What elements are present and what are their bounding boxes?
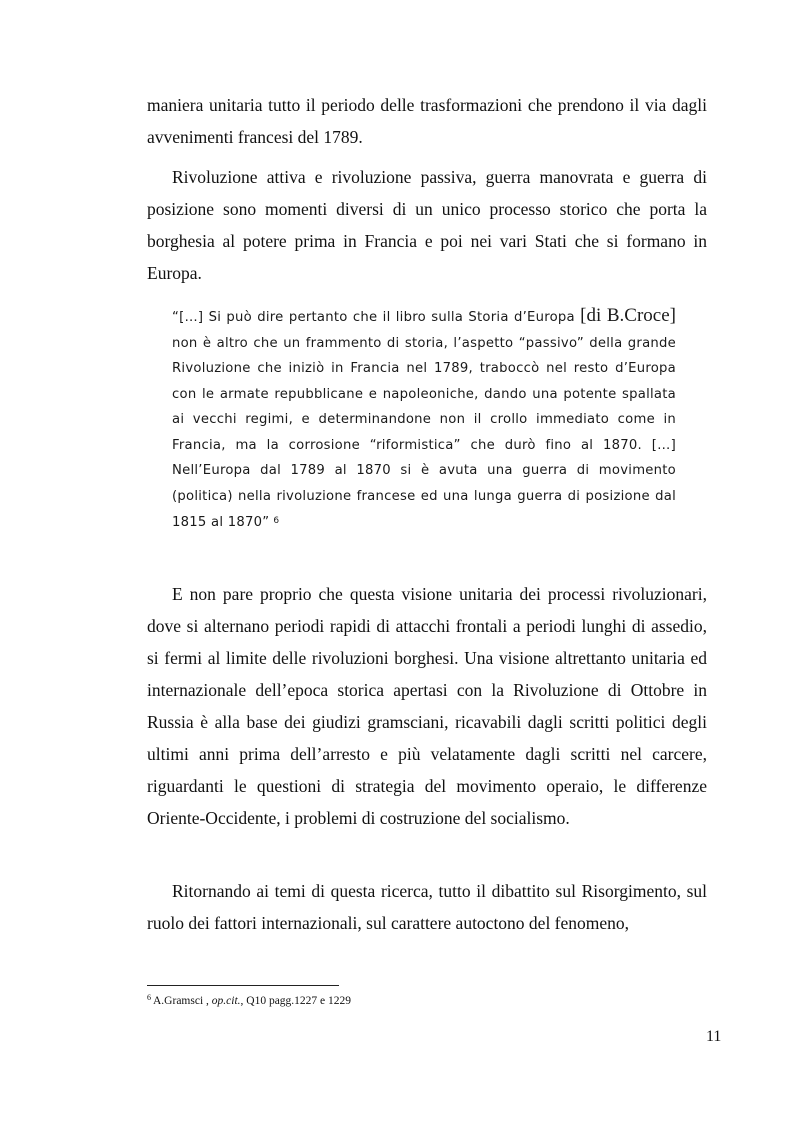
footnote-author: A.Gramsci , <box>153 995 212 1007</box>
paragraph-continued: maniera unitaria tutto il periodo delle trasformazioni che prendono il via dagli avvenimenti francesi del 1789. <box>147 95 707 147</box>
block-quote <box>172 303 676 536</box>
footnote-separator <box>147 985 339 986</box>
footnote-reference: , Q10 pagg.1227 e 1229 <box>240 995 352 1007</box>
footnote-6 <box>147 990 351 1009</box>
page-number: 11 <box>706 1028 722 1045</box>
quote-text-start: “[…] Si può dire pertanto che il libro sulla Storia d’Europa <box>172 310 581 325</box>
paragraph-ritornando: Ritornando ai temi di questa ricerca, tutto il dibattito sul Risorgimento, sul ruolo dei fattori internazionali, sul carattere autoctono del fenomeno, <box>147 881 707 933</box>
footnote-reference-6[interactable]: 6 <box>273 516 280 526</box>
paragraph-visione-unitaria: E non pare proprio che questa visione unitaria dei processi rivoluzionari, dove si alternano periodi rapidi di attacchi frontali a periodi lunghi di assedio, si fermi al limite delle rivoluzioni borghesi. Una visione altrettanto unitaria ed internazionale dell’epoca storica apertasi con la Rivoluzione di Ottobre in Russia è alla base dei giudizi gramsciani, ricavabili dagli scritti politici degli ultimi anni prima dell’arresto e più velatamente dagli scritti nel carcere, riguardanti le questioni di strategia del movimento operaio, le differenze Oriente-Occidente, i problemi di costruzione del socialismo. <box>147 584 707 828</box>
paragraph-rivoluzione: Rivoluzione attiva e rivoluzione passiva, guerra manovrata e guerra di posizione sono momenti diversi di un unico processo storico che porta la borghesia al potere prima in Francia e poi nei vari Stati che si formano in Europa. <box>147 167 707 283</box>
footnote-number: 6 <box>147 993 151 1002</box>
quote-text-end: non è altro che un frammento di storia, l’aspetto “passivo” della grande Rivoluzione che iniziò in Francia nel 1789, traboccò nel resto d’Europa con le armate repubblicane e napoleoniche, dando una potente spallata ai vecchi regimi, e determinandone non il crollo immediato come in Francia, ma la corrosione “riformistica” che durò fino al 1870. […] Nell’Europa dal 1789 al 1870 si è avuta una guerra di movimento (politica) nella rivoluzione francese ed una lunga guerra di posizione dal 1815 al 1870” <box>172 335 676 530</box>
quote-editorial-insert: [di B.Croce] <box>580 305 676 326</box>
footnote-opcit: op.cit. <box>211 995 241 1007</box>
